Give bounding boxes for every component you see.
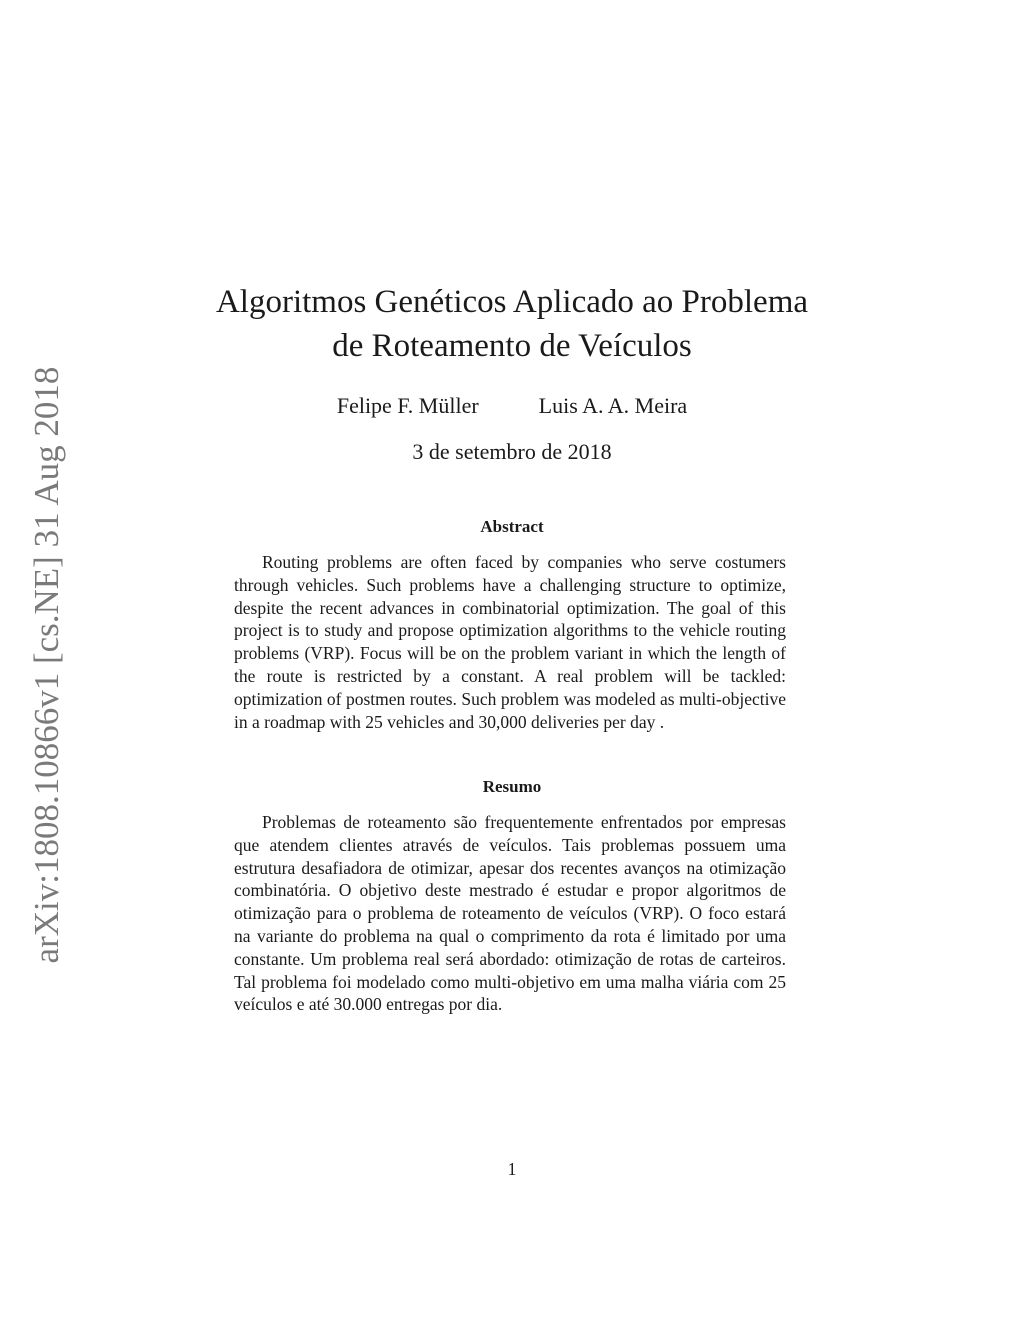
arxiv-identifier-stamp: arXiv:1808.10866v1 [cs.NE] 31 Aug 2018 bbox=[27, 366, 66, 964]
abstract-body: Routing problems are often faced by companies who serve costumers through vehicles. Such problems have a challenging structure to optimize, despite the recent advances in combinatorial optimization. The goal of this project is to study and propose optimization algorithms to the vehicle routing problems (VRP). Focus will be on the problem variant in which the length of the route is restricted by a constant. A real problem will be tackled: optimization of postmen routes. Such problem was modeled as multi-objective in a roadmap with 25 vehicles and 30,000 deliveries per day . bbox=[234, 552, 786, 732]
resumo-body: Problemas de roteamento são frequentemente enfrentados por empresas que atendem clientes através de veículos. Tais problemas possuem uma estrutura desafiadora de otimizar, apesar dos recentes avanços na otimização combinatória. O objetivo deste mestrado é estudar e propor algoritmos de otimização para o problema de roteamento de veículos (VRP). O foco estará na variante do problema na qual o comprimento da rota é limitado por uma constante. Um problema real será abordado: otimização de rotas de carteiros. Tal problema foi modelado como multi-objetivo em uma malha viária com 25 veículos e até 30.000 entregas por dia. bbox=[234, 812, 786, 1015]
author-list bbox=[0, 392, 1024, 420]
paper-title bbox=[0, 280, 1024, 368]
abstract-heading: Abstract bbox=[480, 517, 544, 536]
resumo-heading: Resumo bbox=[482, 777, 542, 796]
page-number: 1 bbox=[507, 1159, 517, 1179]
paper-title-line-2: de Roteamento de Veículos bbox=[332, 328, 692, 364]
paper-title-line-1: Algoritmos Genéticos Aplicado ao Problema bbox=[215, 284, 809, 320]
publication-date: 3 de setembro de 2018 bbox=[412, 439, 612, 464]
author-name: Luis A. A. Meira bbox=[538, 393, 688, 418]
author-name: Felipe F. Müller bbox=[336, 393, 479, 418]
